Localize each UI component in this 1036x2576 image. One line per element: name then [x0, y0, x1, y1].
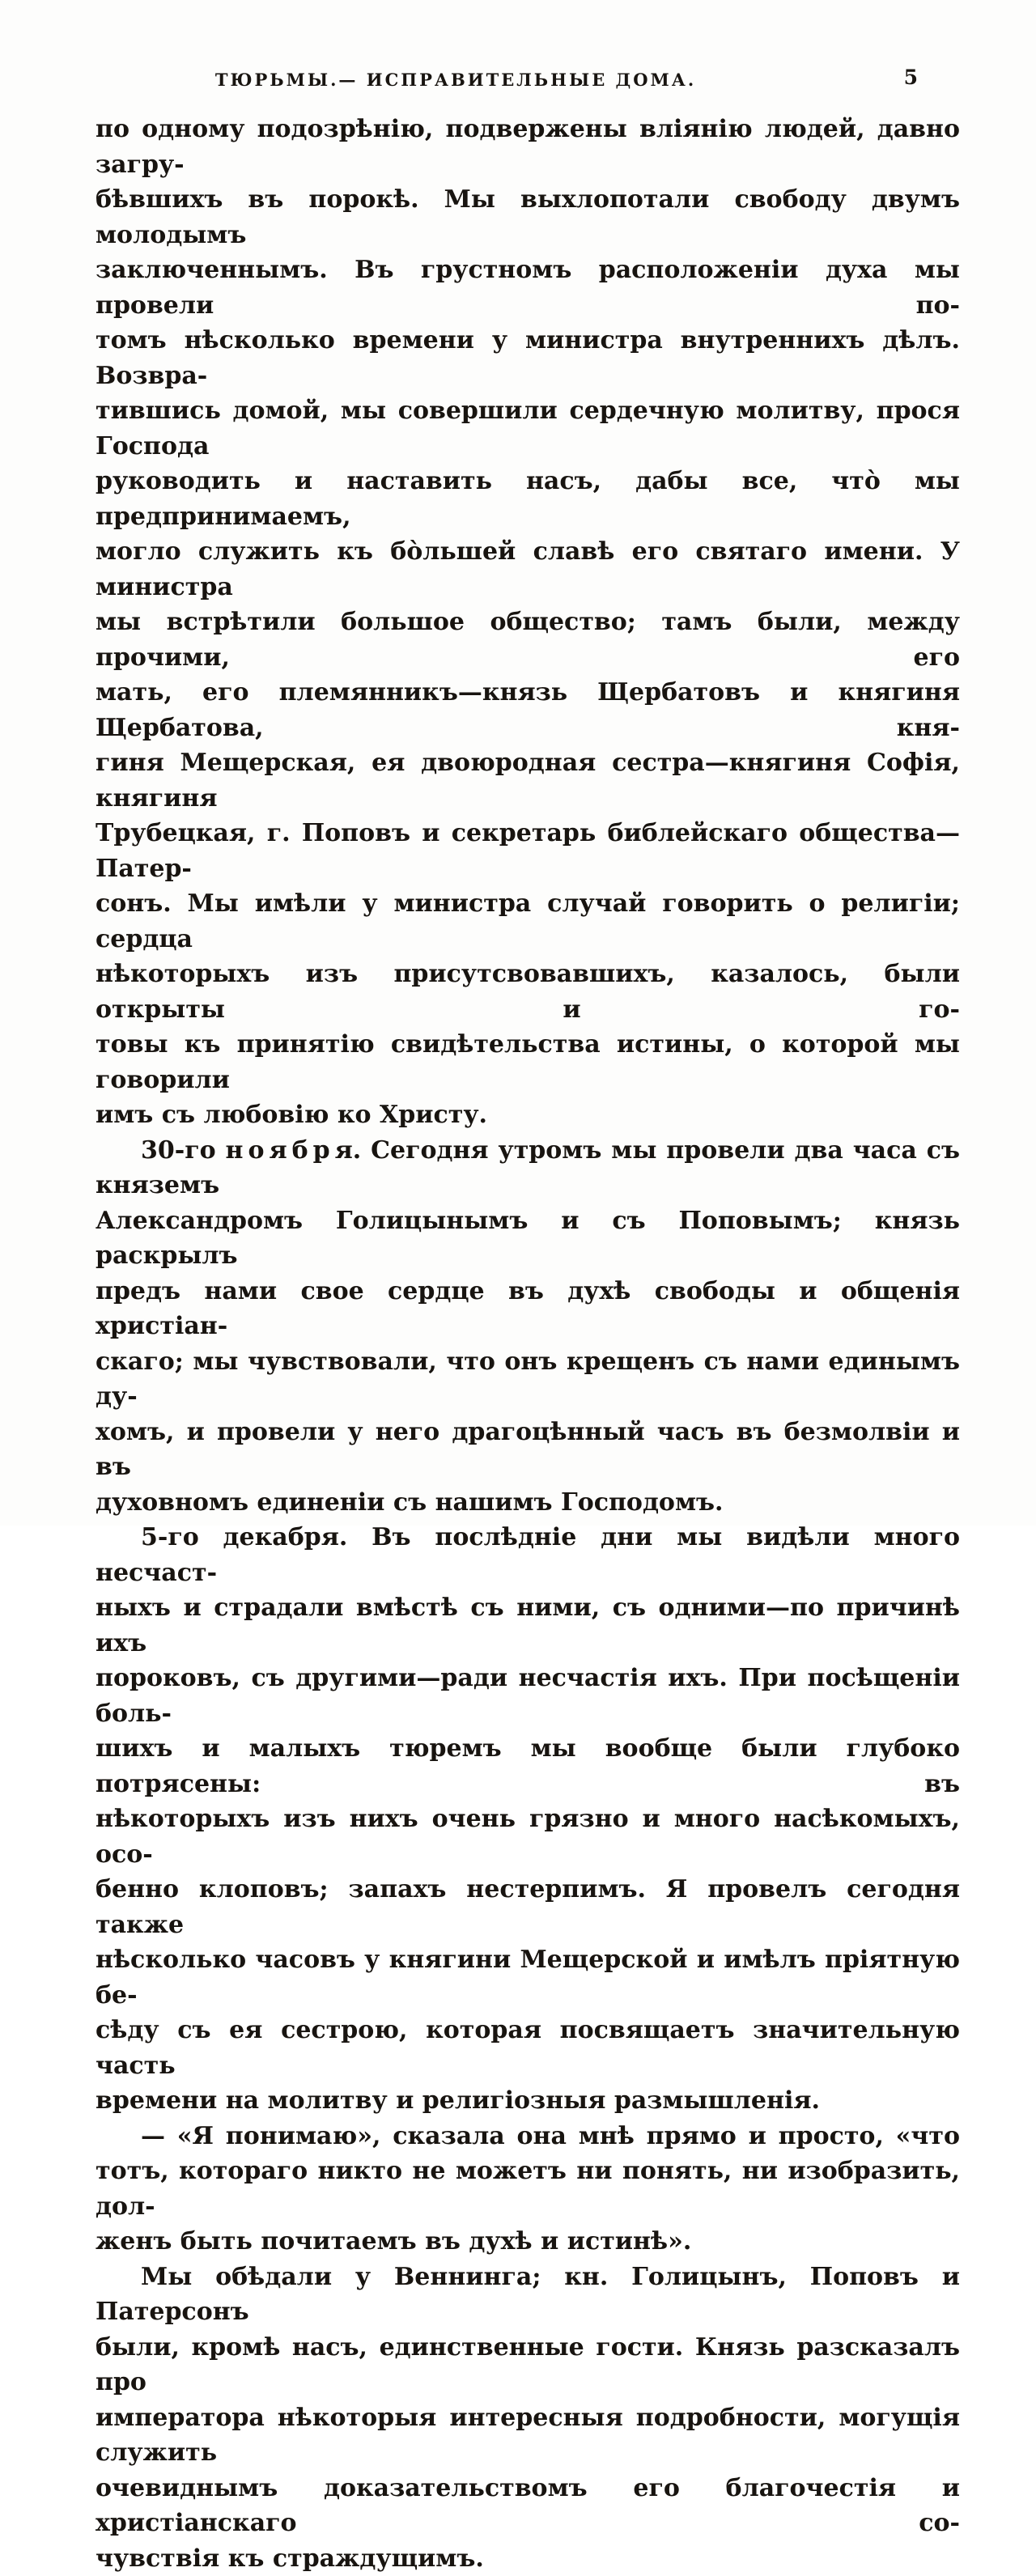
text-line: 30-го н о я б р я. Сегодня утромъ мы провели два часа съ княземъ — [96, 1133, 960, 1203]
text-line: нѣкоторыхъ изъ присутсвовавшихъ, казалось, были открыты и го- — [96, 957, 960, 1027]
text-line: по одному подозрѣнію, подвержены вліянію людей, давно загру- — [96, 112, 960, 182]
page-body — [96, 112, 960, 2576]
text-line: хомъ, и провели у него драгоцѣнный часъ въ безмолвіи и въ — [96, 1415, 960, 1485]
text-line: 5-го декабря. Въ послѣдніе дни мы видѣли много несчаст- — [96, 1520, 960, 1590]
text-line: императора нѣкоторыя интересныя подробности, могущія служить — [96, 2400, 960, 2471]
running-title: ТЮРЬМЫ.— ИСПРАВИТЕЛЬНЫЕ ДОМА. — [96, 70, 816, 90]
paragraph — [96, 2260, 960, 2576]
text-line: руководить и наставить насъ, дабы все, что̀ мы предпринимаемъ, — [96, 464, 960, 534]
text-line: могло служить къ бо̀льшей славѣ его святаго имени. У министра — [96, 534, 960, 605]
text-line: очевиднымъ доказательствомъ его благочестія и христіанскаго со- — [96, 2471, 960, 2541]
page-header — [96, 68, 960, 97]
text-line: были, кромѣ насъ, единственные гости. Князь разсказалъ про — [96, 2330, 960, 2400]
text-line: бѣвшихъ въ порокѣ. Мы выхлопотали свободу двумъ молодымъ — [96, 182, 960, 253]
text-line: нѣкоторыхъ изъ нихъ очень грязно и много насѣкомыхъ, осо- — [96, 1802, 960, 1872]
paragraph — [96, 2119, 960, 2260]
text-line: чувствія къ страждущимъ. — [96, 2541, 960, 2576]
text-line: бенно клоповъ; запахъ нестерпимъ. Я провелъ сегодня также — [96, 1872, 960, 1942]
paragraph — [96, 1133, 960, 1521]
text-line: Трубецкая, г. Поповъ и секретарь библейскаго общества—Патер- — [96, 816, 960, 886]
text-line: Александромъ Голицынымъ и съ Поповымъ; князь раскрылъ — [96, 1203, 960, 1274]
text-line: ныхъ и страдали вмѣстѣ съ ними, съ одними—по причинѣ ихъ — [96, 1590, 960, 1661]
text-line: мать, его племянникъ—князь Щербатовъ и княгиня Щербатова, кня- — [96, 675, 960, 745]
text-line: женъ быть почитаемъ въ духѣ и истинѣ». — [96, 2224, 960, 2260]
text-line: нѣсколько часовъ у княгини Мещерской и имѣлъ пріятную бе- — [96, 1942, 960, 2013]
text-line: времени на молитву и религіозныя размышленія. — [96, 2083, 960, 2119]
text-line: сонъ. Мы имѣли у министра случай говорить о религіи; сердца — [96, 886, 960, 957]
paragraph — [96, 112, 960, 1133]
text-line: сѣду съ ея сестрою, которая посвящаетъ значительную часть — [96, 2013, 960, 2083]
text-line: предъ нами свое сердце въ духѣ свободы и общенія христіан- — [96, 1274, 960, 1344]
text-line: тившись домой, мы совершили сердечную молитву, прося Господа — [96, 393, 960, 464]
text-line: товы къ принятію свидѣтельства истины, о которой мы говорили — [96, 1027, 960, 1097]
text-line: шихъ и малыхъ тюремъ мы вообще были глубоко потрясены: въ — [96, 1731, 960, 1802]
page-number: 5 — [904, 66, 918, 89]
text-line: пороковъ, съ другими—ради несчастія ихъ. При посѣщеніи боль- — [96, 1661, 960, 1731]
text-line: скаго; мы чувствовали, что онъ крещенъ съ нами единымъ ду- — [96, 1344, 960, 1415]
text-line: духовномъ единеніи съ нашимъ Господомъ. — [96, 1485, 960, 1521]
text-line: — «Я понимаю», сказала она мнѣ прямо и просто, «что — [96, 2119, 960, 2154]
text-line: гиня Мещерская, ея двоюродная сестра—княгиня Софія, княгиня — [96, 745, 960, 816]
text-line: Мы обѣдали у Веннинга; кн. Голицынъ, Поповъ и Патерсонъ — [96, 2260, 960, 2330]
paragraph — [96, 1520, 960, 2119]
text-line: заключеннымъ. Въ грустномъ расположеніи духа мы провели по- — [96, 253, 960, 323]
text-line: томъ нѣсколько времени у министра внутреннихъ дѣлъ. Возвра- — [96, 323, 960, 393]
text-line: имъ съ любовію ко Христу. — [96, 1097, 960, 1133]
text-line: мы встрѣтили большое общество; тамъ были, между прочими, его — [96, 605, 960, 675]
text-line: тотъ, котораго никто не можетъ ни понять, ни изобразить, дол- — [96, 2154, 960, 2224]
